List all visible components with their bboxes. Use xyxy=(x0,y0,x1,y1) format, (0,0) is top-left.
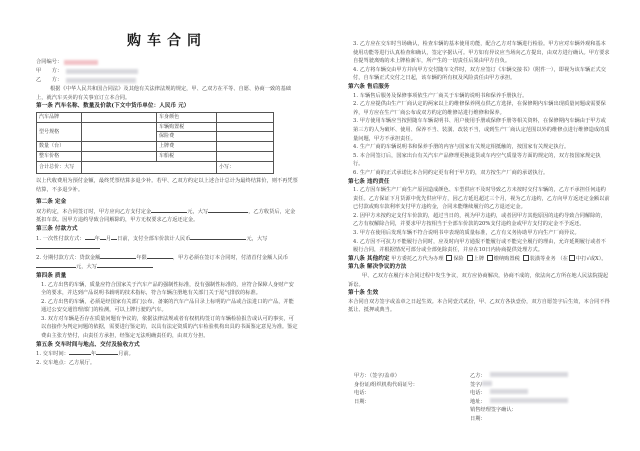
article1-heading: 第一条 汽车名称、数量及价款(下文中货币单位：人民币 元） xyxy=(36,103,190,110)
article5-item1 xyxy=(36,349,298,359)
party-b-address-row xyxy=(470,398,568,407)
checkbox-registration[interactable] xyxy=(467,255,473,261)
item2-b: 年限 xyxy=(136,254,147,261)
article9-text: 甲、乙双方在履行本合同过程中发生争议，双方应协商解决，协商不成的，依法向乙方所在地人民法院提起诉讼。 xyxy=(348,273,609,288)
option-insurance-label: 保险 xyxy=(453,255,464,262)
id-number-label: 身份证/组织机构代码证号： xyxy=(354,381,418,388)
contract-number-label: 合同编号： xyxy=(36,59,63,66)
cell-label: 车船税 xyxy=(157,151,217,161)
item1-a: 1. 一次性付款方式： xyxy=(36,235,85,242)
delivery-year-label: 年 xyxy=(90,351,97,358)
article2-text-a: 双方约定，本合同签订时，甲方应向乙方支付定金 xyxy=(36,208,152,215)
article8-text: 甲方委托乙方代为办理 xyxy=(391,255,444,262)
cell-label: 整车价格 xyxy=(37,151,82,161)
party-b-row xyxy=(36,76,298,85)
year-blank[interactable] xyxy=(85,234,95,240)
article6-heading: 第六条 售后服务 xyxy=(348,83,390,90)
article7-item: 4. 乙方因不可抗力不能履行合同时，应及时向甲方通报不能履行或不能完全履行的理由，允许延期履行或者不履行合同，并根据情况可部分或全部免除责任，并应在10日内协商提供处理方式。 xyxy=(353,238,606,254)
checkbox-purchase-tax[interactable] xyxy=(487,255,493,261)
party-b-sign-label: 乙方： xyxy=(470,373,486,379)
article7-item: 2. 因甲方未按约定支付车价款的，超过当日的，视为甲方违约，或者因甲方其他原因的违约导致合同解除的，乙方有权解除合同，并要求甲方按相当于全部车价款的20%支付违约金或甲方支付的定金不予返还。 xyxy=(353,212,606,228)
table-row xyxy=(37,141,274,151)
table-row xyxy=(37,112,274,122)
redacted-party-b-name xyxy=(490,372,568,377)
article8-heading: 第八条 其他约定 xyxy=(348,255,390,262)
party-a-label: 甲 方： xyxy=(36,68,63,75)
cell-value[interactable] xyxy=(82,151,157,161)
article1-note: 以上代收费用为预付金额，最终凭票结算多退少补。若甲、乙双方约定以上述合计总计为最终结算价，则不再凭票结算，不多退少补。 xyxy=(36,177,298,193)
party-b-label: 乙 方： xyxy=(36,77,63,84)
deposit-amount-blank[interactable] xyxy=(151,207,187,213)
cell-label: 型号规格 xyxy=(37,122,82,141)
article8-suffix-b: 中打√或Ⅹ）。 xyxy=(575,255,607,262)
party-a-row xyxy=(36,67,298,76)
article6-item: 6. 生产厂商的正式承诺比本合同约定更有利于甲方的，双方按生产厂商的承诺执行。 xyxy=(353,169,549,176)
cell-label: 车身颜色 xyxy=(157,112,217,122)
table-row xyxy=(37,122,274,132)
preamble: 根据《中华人民共和国合同法》及其他有关法律法规的规定，甲、乙双方在平等、自愿、协商一致的基础上，就汽车买卖的有关事宜订立本合同。 xyxy=(36,86,291,101)
article2-text xyxy=(36,207,298,225)
article7-heading: 第七条 违约责任 xyxy=(348,178,390,185)
article10-text: 本合同自双方签字或盖章之日起生效。本合同壹式贰份，甲、乙双方各执壹份，双方自愿签字后生效，本合同不得抵让、抵押或典当。 xyxy=(348,298,610,314)
cell-label: 上牌费 xyxy=(157,141,217,151)
article2-text-c: ，乙方收货后，定金抵扣车款。因甲方违约导致合同解除的，甲方无权要求乙方返还定金。 xyxy=(36,208,296,224)
total-label: 合计总价：大写 xyxy=(37,161,82,173)
article4-item: 3. 双方对车辆是否存在质量问题有争议的，依据法律法规或者有权机构签订的车辆检验报告或认可的事实，可以直接作为判定问题的依据，需要进行鉴定的，以具有法定资质的汽车检验机构出具的书面鉴定意见为准。鉴定费由主张方垫付，由责任方承担，经鉴定无法明确责任的，由双方分担。 xyxy=(41,315,298,340)
contract-number-row xyxy=(36,58,298,67)
article8 xyxy=(348,255,610,264)
sales-manager-confirm-label: 销售经理签字确认： xyxy=(470,407,517,414)
cell-label: 汽车品牌 xyxy=(37,112,82,122)
article4-heading: 第四条 质量 xyxy=(36,272,67,279)
party-b-signature-block xyxy=(470,372,568,424)
party-a-date-label: 日期： xyxy=(354,398,370,405)
party-a-phone-label: 电话： xyxy=(354,390,370,397)
party-b-phone-row xyxy=(470,389,568,398)
redacted-contract-number xyxy=(64,60,98,65)
option-purchase-tax-label: 缴纳购置税 xyxy=(493,255,520,262)
item1-e: 元，大写 xyxy=(246,235,268,242)
total-uppercase-value[interactable] xyxy=(82,161,217,173)
cell-value[interactable] xyxy=(217,112,274,122)
article6-item: 4. 生产厂商的车辆说明书和保养手册的内容与国家有关规定相抵触的，按国家有关规定执行。 xyxy=(353,144,570,151)
article9-heading: 第九条 解决争议的方法 xyxy=(348,264,407,271)
article7-item: 3. 甲方在使用后发现车辆不符合说明书中表现的质量标准，乙方有义务协助甲方向生产厂商异议。 xyxy=(353,230,580,237)
redacted-party-a xyxy=(66,69,138,74)
article3-item1 xyxy=(36,234,298,253)
article5-heading: 第五条 交车时间与地点、交付及验收方式 xyxy=(36,341,140,348)
cell-label: 车辆购置税 xyxy=(157,122,217,132)
cell-value[interactable] xyxy=(82,141,157,151)
cell-value[interactable] xyxy=(82,112,157,122)
article6-item: 3. 甲方使用车辆应当按照随车车辆说明书、用户使用手册或保修手册等相关资料，在保修期内车辆由于甲方或第三方的人为破坏、使用、保养不当、装潢、改装不当，或到生产厂商认定范围以外的维修点进行维修造成的质量问题，甲方不承担责任。 xyxy=(353,118,610,142)
article7-item: 1. 乙方因车辆生产厂商生产原因造成颜色、车型供应不及时导致乙方未按时交付车辆的，乙方不承担任何违约责任。乙方保证下月货源中优先供应甲方，因乙方延迟超过三个月，视为乙方违约，乙方向甲方返还定金额以前已付款或购车款利率支付甲方违约金，合同未能继续履行的乙方退还定金。 xyxy=(353,187,610,211)
option-decoration-label: 装潢等业务 xyxy=(529,255,556,262)
legend-box-icon xyxy=(569,255,575,261)
article2-text-b: 元，大写 xyxy=(187,208,209,215)
party-b-address-label: 地址： xyxy=(470,398,486,405)
cell-label: 保险费 xyxy=(157,132,217,142)
checkbox-decoration[interactable] xyxy=(523,255,529,261)
article2-heading: 第二条 定金 xyxy=(36,199,67,206)
article4-item: 2. 乙方出售的车辆，必须是经国家有关部门公布、备案的汽车产品目录上标明的产品或合法进口的产品，并能通过公安交通管理部门的检测，可以上牌行驶的汽车。 xyxy=(41,298,294,314)
article3-item2 xyxy=(36,253,298,272)
article6-item: 1. 车辆售后服务及保修事项依生产厂商关于车辆的说明书和保养手册执行。 xyxy=(353,92,528,99)
loan-amount-blank[interactable] xyxy=(100,253,136,259)
table-row xyxy=(37,151,274,161)
article5-item: 4. 乙方将车辆交由甲方并向甲方交付随车文件时，双方应签订《车辆交接书》（附件一），即视为该车辆正式交付，自车辆正式交付之日起，该车辆的所有权及风险责任由甲方承担。 xyxy=(353,66,606,82)
article10-heading: 第十条 生效 xyxy=(348,290,379,297)
checkbox-insurance[interactable] xyxy=(446,255,452,261)
redacted-party-b xyxy=(66,78,136,83)
article3-heading: 第三条 付款方式 xyxy=(36,225,78,232)
redacted-address xyxy=(490,398,568,403)
article5-item2: 2. 交车地点：乙方展厅。 xyxy=(36,359,96,366)
right-column xyxy=(348,40,610,315)
party-b-row xyxy=(470,372,568,381)
cell-value[interactable] xyxy=(217,141,274,151)
item1-b: 年 xyxy=(94,235,100,242)
item2-a: 2. 分期付款方式：贷款金额 xyxy=(36,254,101,261)
item1-d: 日前，支付全部车价款计人民币 xyxy=(117,235,191,242)
cell-value[interactable] xyxy=(217,151,274,161)
total-small-cell[interactable] xyxy=(217,161,274,173)
party-b-phone-label: 电话： xyxy=(470,390,486,397)
delivery-year-blank[interactable] xyxy=(69,349,91,355)
cell-value[interactable] xyxy=(82,122,157,141)
total-small-label: 小写： xyxy=(219,164,235,171)
party-b-sign-row xyxy=(470,381,568,390)
document-title: 购车合同 xyxy=(127,33,207,49)
loan-term-blank[interactable] xyxy=(147,253,173,259)
party-b-signer-label: 签字/ xyxy=(470,381,483,388)
party-a-sign-label: 甲方：（签字/盖章） xyxy=(354,373,400,379)
cell-value[interactable] xyxy=(217,132,274,142)
delivery-month-label: 月前。 xyxy=(118,351,134,358)
full-price-uppercase-blank[interactable] xyxy=(36,243,100,249)
deposit-uppercase-blank[interactable] xyxy=(208,207,248,213)
item2-d: 元，大写 xyxy=(76,264,97,271)
delivery-time-label: 1. 交车时间： xyxy=(36,351,69,358)
article8-suffix-a: （在 xyxy=(557,255,568,262)
down-payment-blank[interactable] xyxy=(36,262,76,268)
table-row-total xyxy=(37,161,274,173)
option-registration-label: 上牌 xyxy=(473,255,484,262)
cell-value[interactable] xyxy=(217,122,274,132)
cell-label: 数量（台） xyxy=(37,141,82,151)
redacted-signer xyxy=(482,381,492,386)
contract-header xyxy=(36,58,298,367)
redacted-phone xyxy=(490,389,528,394)
full-price-blank[interactable] xyxy=(190,234,246,240)
article4-item: 1. 乙方出售的车辆，质量应符合国家关于汽车产品的强制性标准，没有强制性标准的，应符合保障人身财产安全的要求，并达到产品说明书载明的技术指标，符合车辆注册地有关部门关于尾气排放的标准。 xyxy=(41,281,294,297)
party-a-signature-block xyxy=(354,372,418,406)
item1-c: 月 xyxy=(105,235,112,242)
item2-c: ，甲方必须在签订本合同时，付清首付金额人民币 xyxy=(172,254,289,261)
vehicle-spec-table xyxy=(36,112,274,174)
party-b-date-label: 日期： xyxy=(470,415,486,422)
article5-item: 3. 乙方应在交车时当场确认，检查车辆的基本使用功能，配合乙方对车辆进行检验。甲方应对车辆外观和基本使用功能等进行认真检查和确认，签定字据认可。甲方如有异议应当场向乙方提出，由双方进行确认。甲方要求自提驾驶离购的未上牌检新车，所产生的一切责任后果由甲方自负。 xyxy=(353,41,610,65)
article6-item: 5. 本合同签订后，国家出台有关汽车产品修理更换退货或车内空气质量等方面的规定的，双方按国家规定执行。 xyxy=(353,152,601,168)
article6-item: 2. 乙方应提供由生产厂商认定的两家以上的维修保养网点供乙方选择，在保修期内车辆出现质量问题或需要保养，甲方应在生产厂商公布或双方约定的维修站进行维修和保养。 xyxy=(353,101,606,116)
delivery-month-blank[interactable] xyxy=(96,349,118,355)
down-payment-uppercase-blank[interactable] xyxy=(97,262,153,268)
